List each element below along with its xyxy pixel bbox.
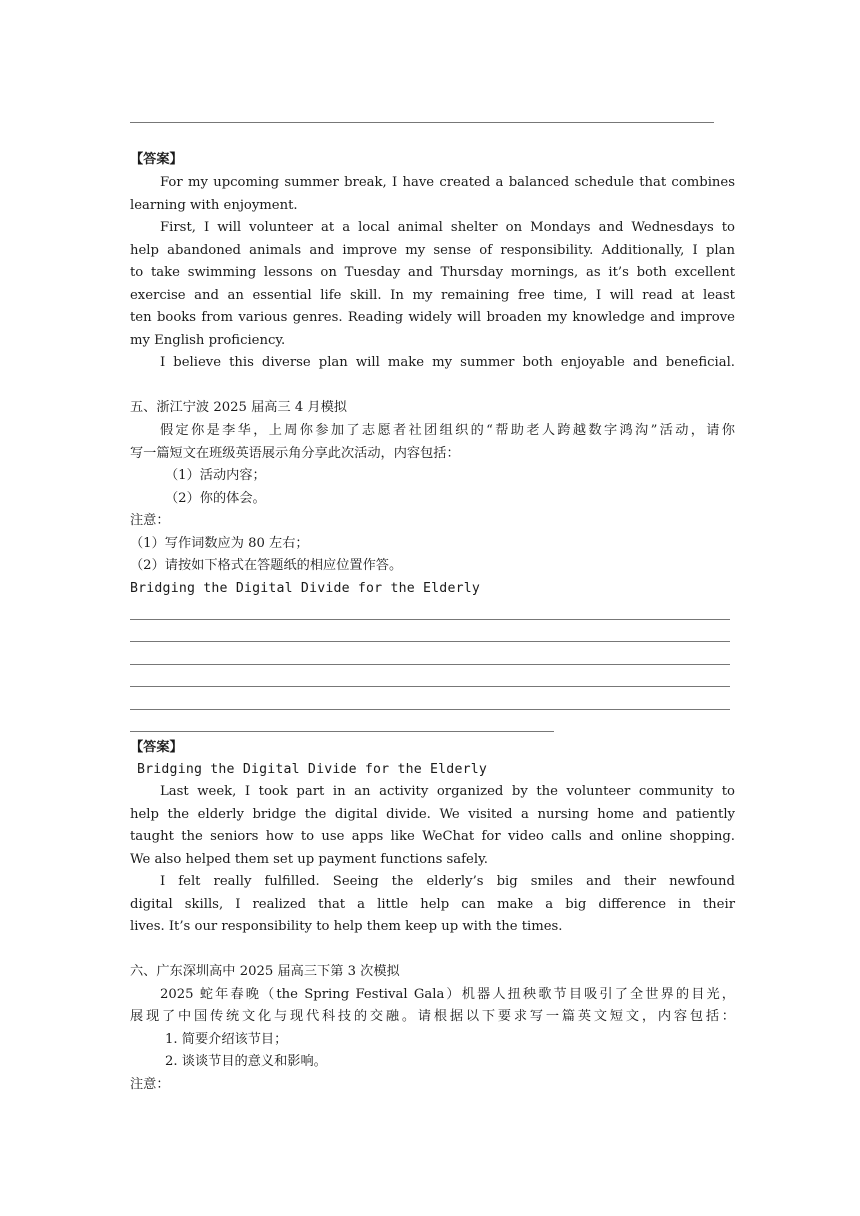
answer-line xyxy=(130,122,714,123)
prompt-item: （1）活动内容； xyxy=(165,468,266,483)
answer-paragraph-line: my English proficiency. xyxy=(130,333,286,348)
note-label: 注意： xyxy=(130,513,170,528)
answer-paragraph-line: ten books from various genres. Reading widely will broaden my knowledge and improve xyxy=(130,310,735,325)
answer-label: 【答案】 xyxy=(130,152,183,167)
answer-paragraph-line: learning with enjoyment. xyxy=(130,198,298,213)
writing-line xyxy=(130,709,730,710)
answer-paragraph-line: taught the seniors how to use apps like WeChat for video calls and online shopping. xyxy=(130,829,735,844)
answer-paragraph-line: help the elderly bridge the digital divide. We visited a nursing home and patiently xyxy=(130,807,735,822)
prompt-line: 2025 蛇年春晚（the Spring Festival Gala）机器人扭秧歌节目吸引了全世界的目光， xyxy=(160,987,735,1002)
writing-line xyxy=(130,686,730,687)
answer-paragraph-line: to take swimming lessons on Tuesday and Thursday mornings, as it’s both excellent xyxy=(130,265,735,280)
answer-label: 【答案】 xyxy=(130,740,183,755)
answer-paragraph-line: help abandoned animals and improve my sense of responsibility. Additionally, I plan xyxy=(130,243,735,258)
answer-paragraph-line: We also helped them set up payment functions safely. xyxy=(130,852,488,867)
section-heading: 六、广东深圳高中 2025 届高三下第 3 次模拟 xyxy=(130,964,400,979)
essay-title: Bridging the Digital Divide for the Elderly xyxy=(130,581,481,596)
prompt-line: 展现了中国传统文化与现代科技的交融。请根据以下要求写一篇英文短文，内容包括： xyxy=(130,1009,735,1024)
prompt-line: 假定你是李华，上周你参加了志愿者社团组织的“帮助老人跨越数字鸿沟”活动，请你 xyxy=(160,423,735,438)
answer-title: Bridging the Digital Divide for the Elderly xyxy=(137,762,488,777)
answer-paragraph-line: Last week, I took part in an activity organized by the volunteer community to xyxy=(160,784,735,799)
answer-paragraph-line: exercise and an essential life skill. In my remaining free time, I will read at least xyxy=(130,288,735,303)
answer-paragraph-line: For my upcoming summer break, I have created a balanced schedule that combines xyxy=(160,175,735,190)
writing-line xyxy=(130,664,730,665)
answer-paragraph-line: First, I will volunteer at a local animal shelter on Mondays and Wednesdays to xyxy=(160,220,735,235)
answer-paragraph-line: I believe this diverse plan will make my summer both enjoyable and beneficial. xyxy=(160,355,735,370)
prompt-line: 写一篇短文在班级英语展示角分享此次活动，内容包括： xyxy=(130,446,460,461)
writing-line xyxy=(130,641,730,642)
answer-paragraph-line: I felt really fulfilled. Seeing the elderly’s big smiles and their newfound xyxy=(160,874,735,889)
writing-line xyxy=(130,731,554,732)
note-item: （2）请按如下格式在答题纸的相应位置作答。 xyxy=(130,558,403,573)
prompt-item: （2）你的体会。 xyxy=(165,491,266,506)
prompt-item: 1. 简要介绍该节目； xyxy=(165,1032,288,1047)
note-item: （1）写作词数应为 80 左右； xyxy=(130,536,309,551)
prompt-item: 2. 谈谈节目的意义和影响。 xyxy=(165,1054,327,1069)
note-label: 注意： xyxy=(130,1077,170,1092)
answer-paragraph-line: digital skills, I realized that a little help can make a big difference in their xyxy=(130,897,735,912)
section-heading: 五、浙江宁波 2025 届高三 4 月模拟 xyxy=(130,400,347,415)
answer-paragraph-line: lives. It’s our responsibility to help them keep up with the times. xyxy=(130,919,563,934)
writing-line xyxy=(130,619,730,620)
